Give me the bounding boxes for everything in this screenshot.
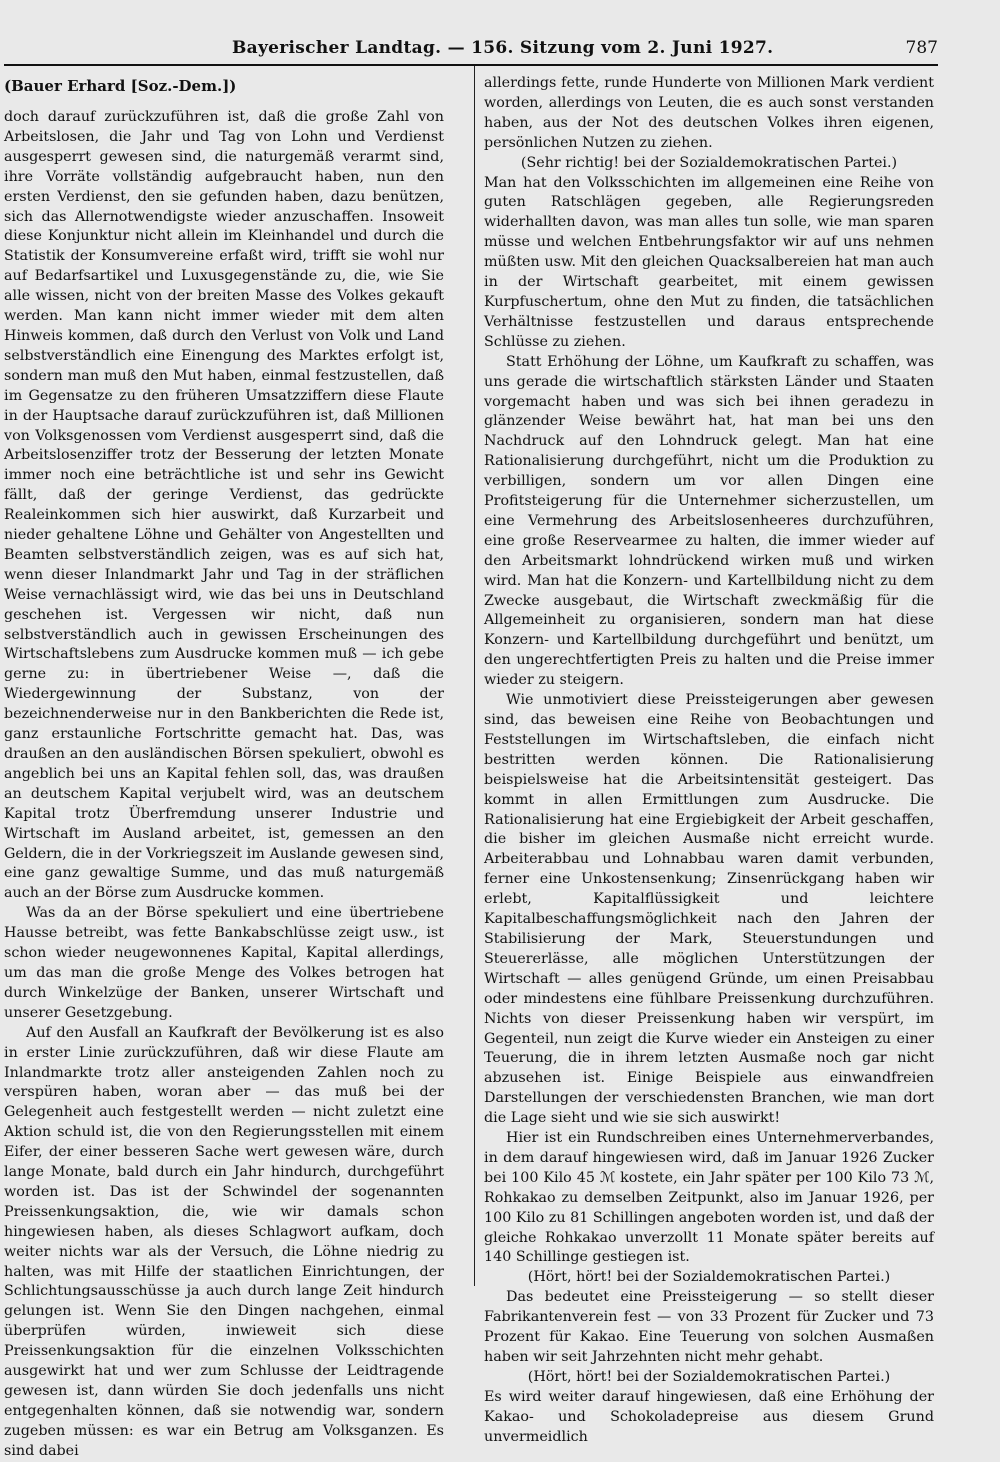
paragraph: Auf den Ausfall an Kaufkraft der Bevölkerung ist es also in erster Linie zurückzuführen, daß wir diese Flaute am Inlandmarkte trotz aller ansteigenden Zahlen noch zu verspüren haben, woran aber — das muß bei der Gelegenheit auch festgestellt werden — nicht zuletzt eine Aktion schuld ist, die von den Regierungsstellen mit einem Eifer, der einer besseren Sache wert gewesen wäre, durch lange Monate, bald durch ein Jahr hindurch, durchgeführt worden ist. Das ist der Schwindel der sogenannten Preissenkungsaktion, die, wie wir damals schon hingewiesen haben, als dieses Schlagwort aufkam, doch weiter nichts war als der Versuch, die Löhne niedrig zu halten, was mit Hilfe der staatlichen Einrichtungen, der Schlichtungsausschüsse ja auch durch lange Zeit hindurch gelungen ist. Wenn Sie den Dingen nachgehen, einmal überprüfen würden, inwieweit sich diese Preissenkungsaktion für die einzelnen Volksschichten ausgewirkt hat und wer zum Schlusse der Leidtragende gewesen ist, dann würden Sie doch jedenfalls uns nicht entgegenhalten können, daß sie notwendig war, sondern zugeben müssen: es war ein Betrug am Volksganzen. Es sind dabei (4, 1024, 444, 1459)
paragraph: Das bedeutet eine Preissteigerung — so stellt dieser Fabrikantenverein fest — von 33 Prozent für Zucker und 73 Prozent für Kakao. Eine Teuerung von solchen Ausmaßen haben wir seit Jahrzehnten nicht mehr gehabt. (484, 1289, 934, 1365)
interjection: (Hört, hört! bei der Sozialdemokratischen Partei.) (527, 1368, 891, 1385)
paragraph: Man hat den Volksschichten im allgemeinen eine Reihe von guten Ratschlägen gegeben, alle Regierungsreden widerhallten davon, was man alles tun solle, wie man sparen müsse und welchen Entbehrungsfaktor wir auf uns nehmen müßten usw. Mit den gleichen Quacksalbereien hat man auch in der Wirtschaft gearbeitet, mit einem gewissen Kurpfuschertum, ohne den Mut zu finden, die tatsächlichen Verhältnisse festzustellen und daraus entsprechende Schlüsse zu ziehen. (484, 174, 934, 350)
running-title: Bayerischer Landtag. — 156. Sitzung vom 2. Juni 1927. (232, 38, 774, 58)
paragraph: Es wird weiter darauf hingewiesen, daß eine Erhöhung der Kakao- und Schokoladepreise aus diesem Grund unvermeidlich (484, 1388, 934, 1445)
paragraph: Wie unmotiviert diese Preissteigerungen aber gewesen sind, das beweisen eine Reihe von Beobachtungen und Feststellungen im Wirtschaftsleben, die einfach nicht bestritten werden können. Die Rationalisierung beispielsweise hat die Arbeitsintensität gesteigert. Das kommt in allen Ermittlungen zum Ausdrucke. Die Rationalisierung hat eine Ergiebigkeit der Arbeit geschaffen, die bisher im gleichen Ausmaße nicht erreicht wurde. Arbeiterabbau und Lohnabbau waren damit verbunden, ferner eine Unkostensenkung; Zinsenrückgang haben wir erlebt, Kapitalflüssigkeit und leichtere Kapitalbeschaffungsmöglichkeit nach den Jahren der Stabilisierung der Mark, Steuerstundungen und Steuererlässe, alle möglichen Unterstützungen der Wirtschaft — alles genügend Gründe, um einen Preisabbau oder mindestens eine fühlbare Preissenkung durchzuführen. Nichts von dieser Preissenkung haben wir verspürt, im Gegenteil, nun zeigt die Kurve wieder ein Ansteigen zu einer Teuerung, die in ihrem letzten Ausmaße noch gar nicht abzusehen ist. Einige Beispiele aus einwandfreien Darstellungen der verschiedensten Branchen, wie man dort die Lage sieht und wie sie sich auswirkt! (484, 692, 934, 1127)
page-number: 787 (905, 38, 938, 58)
left-column (4, 74, 444, 1462)
interjection: (Sehr richtig! bei der Sozialdemokratischen Partei.) (520, 154, 898, 171)
paragraph: Hier ist ein Rundschreiben eines Unternehmerverbandes, in dem darauf hingewiesen wird, daß im Januar 1926 Zucker bei 100 Kilo 45 ℳ kostete, ein Jahr später per 100 Kilo 73 ℳ, Rohkakao zu demselben Zeitpunkt, also im Januar 1926, per 100 Kilo zu 81 Schillingen angeboten worden ist, und daß der gleiche Rohkakao unverzollt 11 Monate später bereits auf 140 Schillinge gestiegen ist. (484, 1130, 934, 1266)
page-header (0, 38, 1000, 64)
header-rule (4, 64, 938, 66)
paragraph: allerdings fette, runde Hunderte von Millionen Mark verdient worden, allerdings von Leuten, die es auch sonst verstanden haben, aus der Not des deutschen Volkes ihren eigenen, persönlichen Nutzen zu ziehen. (484, 75, 934, 151)
right-column (484, 74, 934, 1448)
column-divider (474, 66, 475, 1286)
paragraph: doch darauf zurückzuführen ist, daß die große Zahl von Arbeitslosen, die Jahr und Tag von Lohn und Verdienst ausgesperrt gewesen sind, die naturgemäß verarmt sind, ihre Vorräte vollständig aufgebraucht haben, nun den ersten Verdienst, den sie gefunden haben, dazu benützen, sich das Allernotwendigste wieder anzuschaffen. Insoweit diese Konjunktur nicht allein im Kleinhandel und durch die Statistik der Konsumvereine erfaßt wird, trifft sie wohl nur auf Bedarfsartikel und Luxusgegenstände zu, die, wie Sie alle wissen, nicht von der breiten Masse des Volkes gekauft werden. Man kann nicht immer wieder mit dem alten Hinweis kommen, daß durch den Verlust von Volk und Land selbstverständlich eine Einengung des Marktes erfolgt ist, sondern man muß den Mut haben, einmal festzustellen, daß im Gegensatze zu den früheren Umsatzziffern diese Flaute in der Hauptsache darauf zurückzuführen ist, daß Millionen von Volksgenossen vom Verdienst ausgesperrt sind, daß die Arbeitslosenziffer trotz der Besserung der letzten Monate immer noch eine beträchtliche ist und sehr ins Gewicht fällt, daß der geringe Verdienst, das gedrückte Realeinkommen sich hier auswirkt, daß Kurzarbeit und nieder gehaltene Löhne und Gehälter von Angestellten und Beamten selbstverständlich zeigen, was es auf sich hat, wenn dieser Inlandmarkt Jahr und Tag in der sträflichen Weise vernachlässigt wird, wie das bei uns in Deutschland geschehen ist. Vergessen wir nicht, daß nun selbstverständlich auch in gewissen Erscheinungen des Wirtschaftslebens zum Ausdrucke kommen muß — ich gebe gerne zu: in übertriebener Weise —, daß die Wiedergewinnung der Substanz, von der bezeichnenderweise nur in den Bankberichten die Rede ist, ganz erstaunliche Fortschritte gemacht hat. Das, was draußen an den ausländischen Börsen spekuliert, obwohl es angeblich bei uns an Kapital fehlen soll, das, was draußen an deutschem Kapital verjubelt wird, was an deutschem Kapital trotz Überfremdung unserer Industrie und Wirtschaft im Ausland arbeitet, ist, gemessen an den Geldern, die in der Vorkriegszeit im Auslande gewesen sind, eine ganz gewaltige Summe, und das muß naturgemäß auch an der Börse zum Ausdrucke kommen. (4, 109, 444, 902)
paragraph: Was da an der Börse spekuliert und eine übertriebene Hausse betreibt, was fette Bankabschlüsse zeigt usw., ist schon wieder neugewonnenes Kapital, Kapital allerdings, um das man die große Menge des Volkes betrogen hat durch Winkelzüge der Banken, unserer Wirtschaft und unserer Gesetzgebung. (4, 905, 444, 1021)
paragraph: Statt Erhöhung der Löhne, um Kaufkraft zu schaffen, was uns gerade die wirtschaftlich stärksten Länder und Staaten vorgemacht haben und was sich bei ihnen geradezu in glänzender Weise bewährt hat, hat man bei uns den Nachdruck auf den Lohndruck gelegt. Man hat eine Rationalisierung durchgeführt, nicht um die Produktion zu verbilligen, sondern um vor allen Dingen eine Profitsteigerung für die Unternehmer sicherzustellen, um eine Vermehrung des Arbeitslosenheeres durchzuführen, eine große Reservearmee zu halten, die immer wieder auf den Arbeitsmarkt lohndrückend wirken muß und wirken wird. Man hat die Konzern- und Kartellbildung nicht zu dem Zwecke ausgebaut, die Wirtschaft zweckmäßig für die Allgemeinheit zu organisieren, sondern man hat diese Konzern- und Kartellbildung durchgeführt und benützt, um den ungerechtfertigten Preis zu halten und die Preise immer wieder zu steigern. (484, 353, 934, 689)
speaker-label: (Bauer Erhard [Soz.-Dem.]) (4, 77, 237, 95)
interjection: (Hört, hört! bei der Sozialdemokratischen Partei.) (527, 1269, 891, 1286)
